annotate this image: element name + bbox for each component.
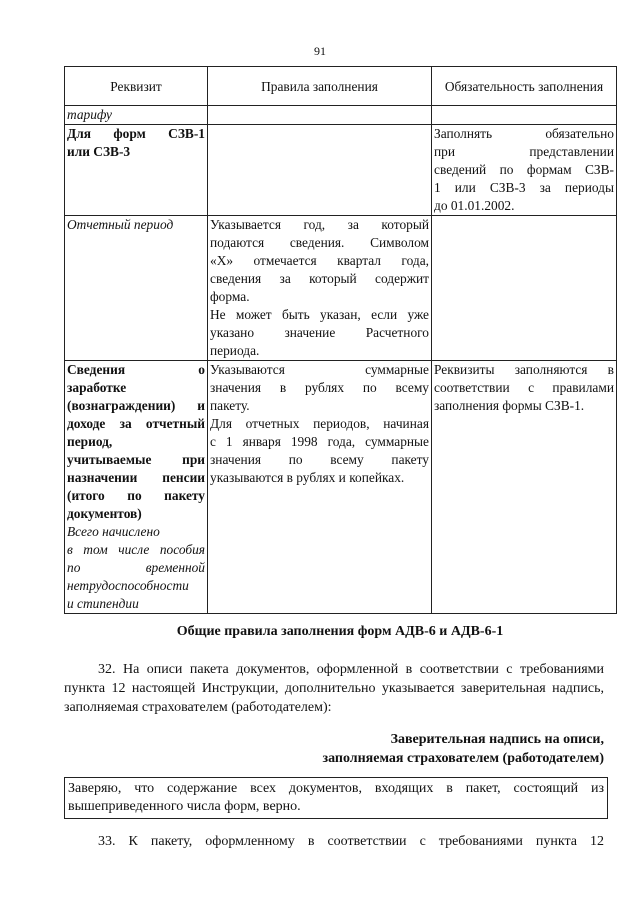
header-rekvizit: Реквизит: [65, 67, 208, 106]
cell-pravila: [208, 361, 432, 614]
cell-text-line: и стипендии: [67, 596, 139, 611]
cell-text-line: Для форм СЗВ-1: [67, 126, 205, 141]
cell-text-line: Указывается год, за который: [210, 217, 429, 232]
cell-rekvizit: [65, 216, 208, 361]
cell-text-line: Заполнять обязательно: [434, 126, 614, 141]
cell-text-line: по временной: [67, 560, 205, 575]
certification-heading-line-1: Заверительная надпись на описи,: [390, 732, 604, 747]
cell-text-line: сведения за который содержит: [210, 271, 429, 286]
cell-text-line: (вознаграждении) и: [67, 398, 205, 413]
table-row: [65, 106, 617, 125]
cell-text-line: соответствии с правилами: [434, 380, 614, 395]
cell-text-line: назначении пенсии: [67, 470, 205, 485]
table-row: [65, 125, 617, 216]
cell-text-line: форма.: [210, 289, 250, 304]
table-row: [65, 216, 617, 361]
cell-text-line: документов): [67, 506, 142, 521]
cell-text-line: Сведения о: [67, 362, 205, 377]
cell-text-line: Указываются суммарные: [210, 362, 429, 377]
cell-text-line: Не может быть указан, если уже: [210, 307, 429, 322]
cell-text-line: заполнения формы СЗВ-1.: [434, 398, 585, 413]
cell-text-line: Реквизиты заполняются в: [434, 362, 614, 377]
certification-box: Заверяю, что содержание всех документов, входящих в пакет, состоящий из вышеприведенного числа форм, верно.: [64, 777, 608, 819]
cell-text-line: Для отчетных периодов, начиная: [210, 416, 429, 431]
cell-text-line: учитываемые при: [67, 452, 205, 467]
cell-obyazatelnost: [432, 361, 617, 614]
cell-text-line: (итого по пакету: [67, 488, 205, 503]
cell-rekvizit: [65, 125, 208, 216]
page-number: 91: [314, 44, 326, 58]
cell-text-line: при представлении: [434, 144, 614, 159]
cell-text-line: тарифу: [67, 107, 112, 122]
cell-text-line: Всего начислено: [67, 524, 160, 539]
cell-text-line: Отчетный период: [67, 217, 174, 232]
cell-text-line: подаются сведения. Символом: [210, 235, 429, 250]
header-pravila: Правила заполнения: [208, 67, 432, 106]
header-obyazatelnost: [432, 67, 617, 106]
cell-text-line: значения в рублях по всему: [210, 380, 429, 395]
rules-table: [64, 66, 617, 614]
table-header-row: [65, 67, 617, 106]
header-obyazatelnost-text: Обязательность заполнения: [444, 78, 604, 94]
cell-text-line: доходе за отчетный: [67, 416, 205, 431]
certification-heading-line-2: заполняемая страхователем (работодателем): [322, 751, 604, 766]
cell-obyazatelnost: [432, 125, 617, 216]
cell-pravila: [208, 106, 432, 125]
cell-text-line: указываются в рублях и копейках.: [210, 470, 405, 485]
cell-rekvizit: [65, 361, 208, 614]
cell-text-line: указано значение Расчетного: [210, 325, 429, 340]
cell-text-line: нетрудоспособности: [67, 578, 189, 593]
cell-text-line: или СЗВ-3: [67, 144, 131, 159]
cell-text-line: период,: [67, 434, 113, 449]
cell-text-line: заработке: [67, 380, 127, 395]
cell-text-line: с 1 января 1998 года, суммарные: [210, 434, 429, 449]
cell-text-line: «Х» отмечается квартал года,: [210, 253, 429, 268]
cell-text-line: сведений по формам СЗВ-: [434, 162, 614, 177]
cell-pravila: [208, 216, 432, 361]
cell-text-line: периода.: [210, 343, 260, 358]
cell-text-line: 1 или СЗВ-3 за периоды: [434, 180, 614, 195]
cell-obyazatelnost: [432, 216, 617, 361]
cell-pravila: [208, 125, 432, 216]
certification-heading: [64, 730, 604, 768]
section-heading: Общие правила заполнения форм АДВ-6 и АДВ-6-1: [176, 624, 504, 639]
paragraph-33: 33. К пакету, оформленному в соответствии с требованиями пункта 12: [98, 834, 604, 849]
cell-text-line: пакету.: [210, 398, 250, 413]
cell-text-line: в том числе пособия: [67, 542, 205, 557]
cell-rekvizit: [65, 106, 208, 125]
cell-obyazatelnost: [432, 106, 617, 125]
paragraph-32: 32. На описи пакета документов, оформленной в соответствии с требованиями пункта 12 настоящей Инструкции, дополнительно указывается заверительная надпись, заполняемая страхователем (работодателем):: [64, 662, 604, 715]
cell-text-line: до 01.01.2002.: [434, 198, 515, 213]
table-row: [65, 361, 617, 614]
cell-text-line: значения по всему пакету: [210, 452, 429, 467]
